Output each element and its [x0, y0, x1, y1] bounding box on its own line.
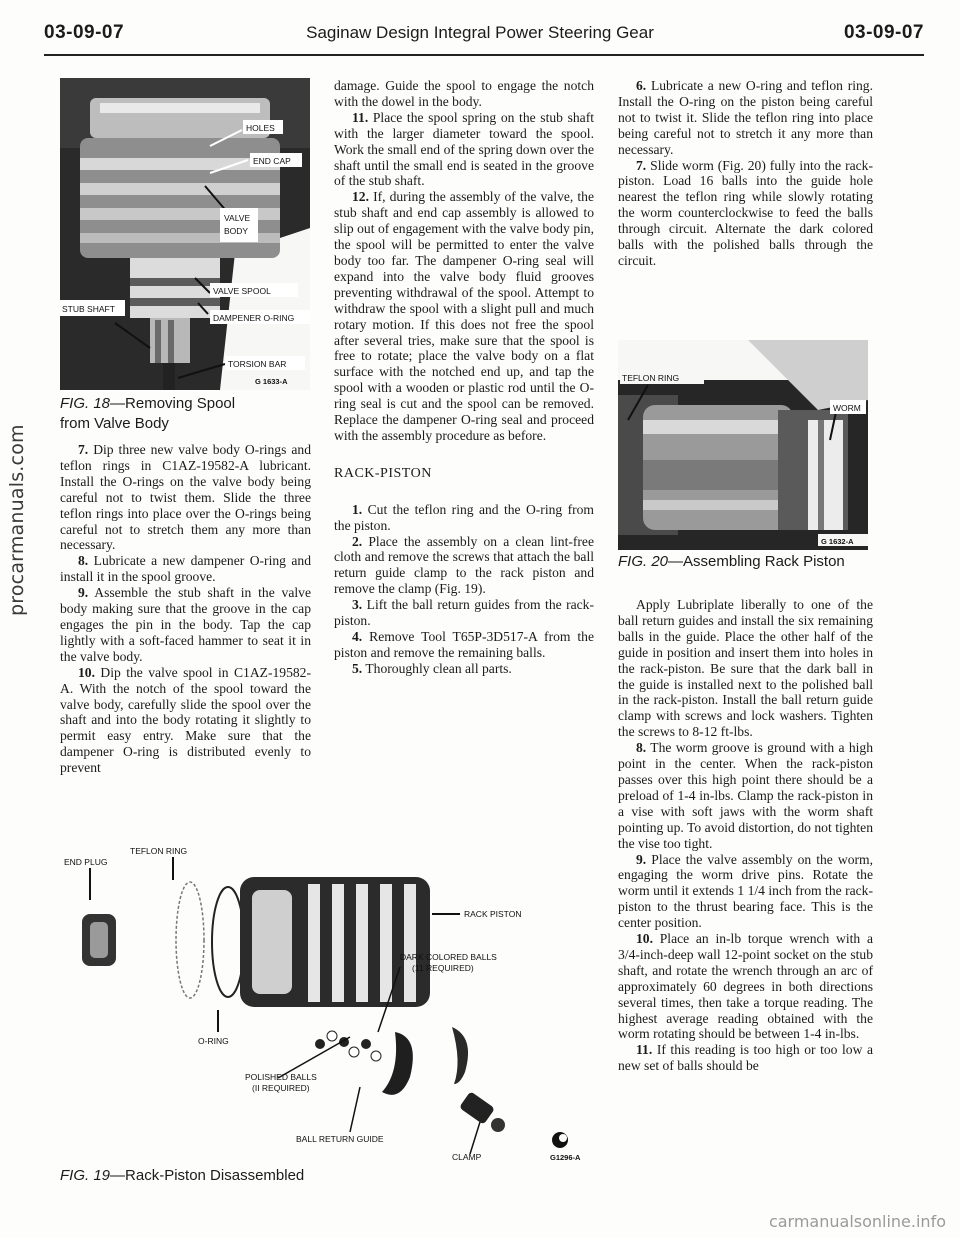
- end-plug-icon: [82, 914, 116, 966]
- step-9-num: 9.: [78, 585, 89, 601]
- c3-step-7-text: Slide worm (Fig. 20) fully into the rack-piston. Load 16 balls into the guide hole nearest the teflon ring while slowly rotating the worm counterclockwise to feed the balls through circuit. Alternate the dark colored balls with the polished balls through the circuit.: [618, 157, 873, 268]
- clamp-icon: [459, 1091, 505, 1132]
- rp-step-3: [334, 597, 594, 629]
- fig18-caption-text: —Removing Spool: [110, 395, 236, 412]
- fig19-label-o-ring: O-RING: [198, 1036, 229, 1046]
- c3-step-8: [618, 740, 873, 851]
- rp-step-4-num: 4.: [352, 629, 363, 644]
- fig19-label-clamp: CLAMP: [452, 1152, 482, 1162]
- label-holes: HOLES: [246, 123, 275, 133]
- step-10: [60, 665, 311, 776]
- fig18-code: G 1633-A: [255, 377, 288, 386]
- step-10-text: Dip the valve spool in C1AZ-19582-A. With the notch of the spool toward the valve body, carefully slide the spool over the shaft and into the body rotating it slightly to permit easy entry. Make sure that the dampener O-ring is distributed evenly to prevent: [60, 664, 311, 776]
- fig19-label-dark-balls-2: (11 REQUIRED): [412, 963, 474, 973]
- rp-step-5: [334, 661, 594, 677]
- label-valve-body-1: VALVE: [224, 213, 251, 223]
- step-12: [334, 189, 594, 444]
- step-8-text: Lubricate a new dampener O-ring and install it in the spool groove.: [60, 553, 311, 585]
- fig19-caption: [60, 1166, 304, 1186]
- ball-return-guide-icon: [382, 1032, 413, 1095]
- label-valve-body-2: BODY: [224, 226, 249, 236]
- fig20-caption: [618, 552, 845, 572]
- fig19-label-end-plug: END PLUG: [64, 857, 108, 867]
- fig18-caption: [60, 394, 235, 434]
- step-8: [60, 553, 311, 585]
- column-3-bottom: [618, 597, 873, 1074]
- fig19-label-guide: BALL RETURN GUIDE: [296, 1134, 384, 1144]
- rp-step-2-text: Place the assembly on a clean lint-free cloth and remove the screws that attach the ball return guide clamp to the rack piston and remove the clamp (Fig. 19).: [334, 533, 594, 597]
- page-number-left: 03-09-07: [44, 22, 125, 43]
- c3-step-7: [618, 158, 873, 269]
- step-7-num: 7.: [78, 442, 89, 457]
- step-10-num: 10.: [78, 664, 95, 680]
- rp-step-5-text: Thoroughly clean all parts.: [365, 660, 512, 676]
- column-3-top: [618, 78, 873, 269]
- footer-watermark: carmanualsonline.info: [768, 1212, 946, 1231]
- c3-step-10: [618, 931, 873, 1042]
- rp-step-4-text: Remove Tool T65P-3D517-A from the piston and remove the remaining balls.: [334, 629, 594, 660]
- step-9: [60, 585, 311, 665]
- step-11: [334, 110, 594, 190]
- c3-step-6-num: 6.: [636, 78, 647, 93]
- step-7: [60, 442, 311, 553]
- fig19-label-rack-piston: RACK PISTON: [464, 909, 522, 919]
- c3-step-11-num: 11.: [636, 1042, 653, 1058]
- header-rule: [44, 54, 924, 56]
- page-header: [0, 22, 960, 52]
- step-12-text: If, during the assembly of the valve, the stub shaft and end cap assembly is allowed to slip out of engagement with the valve body pin, the spool will be permitted to enter the valve body too far. The dampener O-ring seal will expand into the valve body fluid grooves preventing withdrawal of the spool. Attempt to withdraw the spool with a slight pull and much rotary motion. If this does not free the spool after several tries, make sure that the spool is free to rotate; place the valve body on a flat surface with the notched end up, and tap the spool with a wooden or plastic rod until the O-ring seal is cut and the spool can be removed. Replace the dampener O-ring seal and proceed with the assembly procedure as before.: [334, 189, 594, 443]
- step-11-num: 11.: [352, 109, 369, 125]
- fig18-photo: [60, 78, 310, 390]
- fig20-label-teflon-ring: TEFLON RING: [622, 373, 680, 383]
- fig19-caption-text: —Rack-Piston Disassembled: [110, 1167, 305, 1184]
- fig19-label-polished-2: (II REQUIRED): [252, 1083, 310, 1093]
- label-valve-spool: VALVE SPOOL: [213, 286, 271, 296]
- ball-return-guide-2-icon: [452, 1027, 468, 1084]
- step-8-num: 8.: [78, 553, 89, 569]
- c3-step-6-text: Lubricate a new O-ring and teflon ring. Install the O-ring on the piston being careful not to twist it. Slide the teflon ring into place being careful not to stretch it any more than necessary.: [618, 78, 873, 157]
- fig19-label-dark-balls-1: DARK COLORED BALLS: [400, 952, 497, 962]
- label-stub-shaft: STUB SHAFT: [62, 304, 115, 314]
- fig18-caption-prefix: FIG. 18: [60, 395, 111, 412]
- c3-step-11: [618, 1042, 873, 1074]
- c3-step-7-num: 7.: [636, 157, 647, 173]
- c3-step-9-text: Place the valve assembly on the worm, engaging the worm drive pins. Rotate the worm until it extends 1 1/4 inch from the rack-piston to the thrust bearing face. This is the center position.: [618, 851, 873, 931]
- step-7-text: Dip three new valve body O-rings and teflon rings in C1AZ-19582-A lubricant. Install the O-rings on the valve body being careful not to twist them. Slide the three teflon rings into place over the O-rings being careful not to stretch them any more than necessary.: [60, 442, 311, 553]
- rp-step-4: [334, 629, 594, 661]
- c3-step-9-num: 9.: [636, 851, 647, 867]
- c3-step-9: [618, 852, 873, 932]
- step-12-num: 12.: [352, 189, 369, 205]
- teflon-ring-icon: [176, 882, 204, 998]
- fig19-drawing: [60, 822, 600, 1162]
- column-1: [60, 442, 311, 776]
- label-end-cap: END CAP: [253, 156, 291, 166]
- rack-piston-icon: [240, 877, 430, 1007]
- fig20-caption-prefix: FIG. 20: [618, 553, 669, 570]
- o-ring-icon: [212, 887, 244, 997]
- rp-step-2-num: 2.: [352, 533, 363, 549]
- logo-icon: [552, 1132, 568, 1148]
- c3-step-10-num: 10.: [636, 931, 653, 947]
- step-9-text: Assemble the stub shaft in the valve body making sure that the groove in the cap engages the pin in the body. Tap the cap lightly with a soft-faced hammer to seat it in the valve body.: [60, 585, 311, 664]
- c3-step-10-text: Place an in-lb torque wrench with a 3/4-inch-deep wall 12-point socket on the stub shaft, and rotate the wrench through an arc of approximately 60 degrees in both directions several times, then take a torque reading. The highest average reading obtained with the worm rotating should be between 1-4 in-lbs.: [618, 931, 873, 1042]
- continued-paragraph: damage. Guide the spool to engage the notch with the dowel in the body.: [334, 78, 594, 109]
- ball-icons: [315, 1031, 381, 1061]
- rp-step-1: [334, 502, 594, 534]
- section-heading-rack-piston: RACK-PISTON: [334, 465, 432, 481]
- label-torsion-bar: TORSION BAR: [228, 359, 287, 369]
- label-dampener: DAMPENER O-RING: [213, 313, 295, 323]
- rp-step-3-num: 3.: [352, 597, 363, 613]
- c3-step-8-text: The worm groove is ground with a high point in the center. When the rack-piston passes over this high point there should be a preload of 1-4 in-lbs. Clamp the rack-piston in a vise with soft jaws with the worm shaft pointing up. To avoid distortion, do not tighten the vise too tight.: [618, 740, 873, 851]
- side-watermark: procarmanuals.com: [6, 424, 28, 616]
- c3-apply-paragraph: Apply Lubriplate liberally to one of the ball return guides and install the six remaining balls in the guide. Place the other half of the guide in position and insert them into holes in the rack-piston. Be sure that the dark ball in the guide is installed next to the polished ball in the rack-piston. Install the ball return guide clamp with screws and lock washers. Tighten the screws to 8-12 ft-lbs.: [618, 597, 873, 740]
- fig19-label-polished-1: POLISHED BALLS: [245, 1072, 317, 1082]
- fig20-code: G 1632-A: [821, 537, 854, 546]
- fig19-label-teflon-ring: TEFLON RING: [130, 846, 188, 856]
- fig20-label-worm: WORM: [833, 403, 861, 413]
- page-number-right: 03-09-07: [843, 22, 924, 43]
- rp-step-2: [334, 534, 594, 598]
- rp-step-1-text: Cut the teflon ring and the O-ring from the piston.: [334, 501, 594, 533]
- c3-step-11-text: If this reading is too high or too low a new set of balls should be: [618, 1042, 873, 1074]
- page-title: Saginaw Design Integral Power Steering Gear: [306, 23, 654, 42]
- rp-step-1-num: 1.: [352, 501, 363, 517]
- rp-step-5-num: 5.: [352, 660, 363, 676]
- step-11-text: Place the spool spring on the stub shaft with the larger diameter toward the spool. Work the small end of the spring down over the shaft until the small end is seated in the groove of the stub shaft.: [334, 109, 594, 189]
- fig18-caption-line2: from Valve Body: [60, 415, 169, 432]
- fig20-photo: [618, 340, 868, 550]
- rp-step-3-text: Lift the ball return guides from the rack-piston.: [334, 597, 595, 629]
- c3-step-8-num: 8.: [636, 740, 647, 756]
- c3-step-6: [618, 78, 873, 158]
- fig19-caption-prefix: FIG. 19: [60, 1167, 111, 1184]
- column-2: [334, 78, 594, 677]
- fig19-code: G1296-A: [550, 1153, 581, 1162]
- fig20-caption-text: —Assembling Rack Piston: [668, 553, 845, 570]
